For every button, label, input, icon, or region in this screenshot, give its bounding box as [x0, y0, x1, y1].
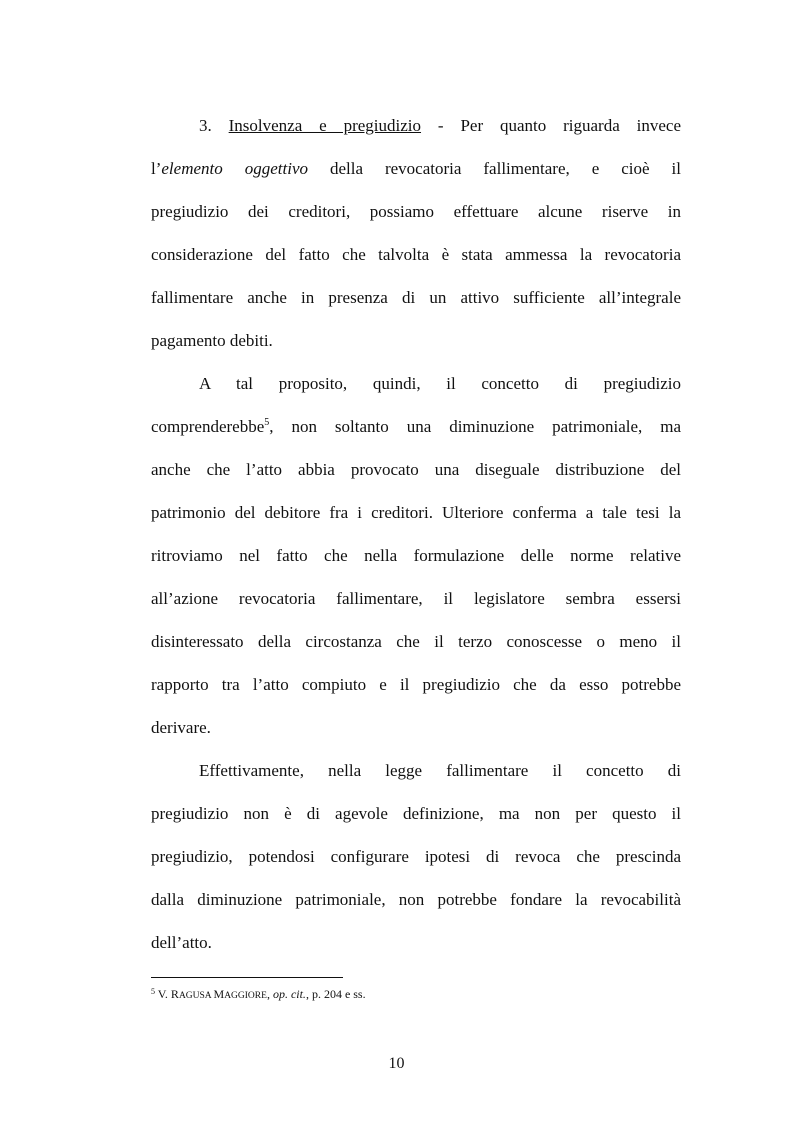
- text-run: ritroviamo nel fatto che nella formulazione delle norme relative: [151, 546, 681, 565]
- text-run: , non soltanto una diminuzione patrimoniale, ma: [269, 417, 681, 436]
- text-run: comprenderebbe: [151, 417, 265, 436]
- text-line: [151, 620, 681, 663]
- text-run: elemento oggettivo: [161, 159, 308, 178]
- text-run: rapporto tra l’atto compiuto e il pregiudizio che da esso potrebbe: [151, 675, 681, 694]
- text-line: [151, 362, 681, 405]
- footnote-marker: 5: [151, 987, 155, 996]
- text-run: Insolvenza e pregiudizio: [228, 116, 422, 135]
- footnote-comma: ,: [266, 987, 273, 1001]
- text-line: [151, 276, 681, 319]
- text-line: [151, 878, 681, 921]
- footnote-author-cap-m: M: [213, 987, 225, 1001]
- text-run: considerazione del fatto che talvolta è stata ammessa la revocatoria: [151, 245, 681, 264]
- footnote-reference: op. cit.: [272, 987, 306, 1001]
- text-line: [151, 448, 681, 491]
- text-line: [151, 147, 681, 190]
- text-line: [151, 491, 681, 534]
- footnote-ref: 5: [264, 417, 270, 428]
- footnote-author-cap-r: R: [170, 987, 179, 1001]
- text-line: [151, 104, 681, 147]
- text-line: [151, 405, 681, 448]
- text-run: pregiudizio non è di agevole definizione, ma non per questo il: [151, 804, 681, 823]
- paragraph-insolvenza: [151, 104, 681, 362]
- text-run: l’: [151, 159, 162, 178]
- text-run: derivare.: [151, 718, 211, 737]
- text-run: Effettivamente, nella legge fallimentare il concetto di: [199, 761, 681, 780]
- text-run: patrimonio del debitore fra i creditori. Ulteriore conferma a tale tesi la: [151, 503, 681, 522]
- text-line: [151, 319, 681, 362]
- paragraph-proposito: [151, 362, 681, 749]
- page-number: 10: [388, 1055, 405, 1072]
- text-line: [151, 233, 681, 276]
- text-run: pregiudizio, potendosi configurare ipotesi di revoca che prescinda: [151, 847, 681, 866]
- footnote-author-initial: V.: [157, 987, 171, 1001]
- text-line: [151, 706, 681, 749]
- footnote-author-smallcaps-1: AGUSA: [178, 991, 214, 1001]
- text-line: [151, 792, 681, 835]
- footnote-separator: [151, 977, 343, 978]
- text-run: 3.: [199, 116, 229, 135]
- text-run: A tal proposito, quindi, il concetto di pregiudizio: [199, 374, 681, 393]
- text-run: della revocatoria fallimentare, e cioè il: [307, 159, 681, 178]
- text-line: [151, 663, 681, 706]
- text-run: dalla diminuzione patrimoniale, non potrebbe fondare la revocabilità: [151, 890, 681, 909]
- paragraph-effettivamente: [151, 749, 681, 964]
- text-run: all’azione revocatoria fallimentare, il legislatore sembra essersi: [151, 589, 681, 608]
- text-line: [151, 749, 681, 792]
- text-run: dell’atto.: [151, 933, 212, 952]
- text-line: [151, 921, 681, 964]
- text-run: pregiudizio dei creditori, possiamo effettuare alcune riserve in: [151, 202, 681, 221]
- text-line: [151, 190, 681, 233]
- text-line: [151, 534, 681, 577]
- footnote-pages: , p. 204 e ss.: [305, 987, 366, 1001]
- text-run: disinteressato della circostanza che il terzo conoscesse o meno il: [151, 632, 681, 651]
- text-run: pagamento debiti.: [151, 331, 273, 350]
- text-line: [151, 835, 681, 878]
- document-body: [151, 104, 681, 964]
- text-run: - Per quanto riguarda invece: [421, 116, 682, 135]
- footnote-5: [151, 986, 366, 1004]
- text-line: [151, 577, 681, 620]
- footnote-author-smallcaps-2: AGGIORE: [224, 991, 267, 1001]
- text-run: fallimentare anche in presenza di un attivo sufficiente all’integrale: [151, 288, 681, 307]
- text-run: anche che l’atto abbia provocato una diseguale distribuzione del: [151, 460, 681, 479]
